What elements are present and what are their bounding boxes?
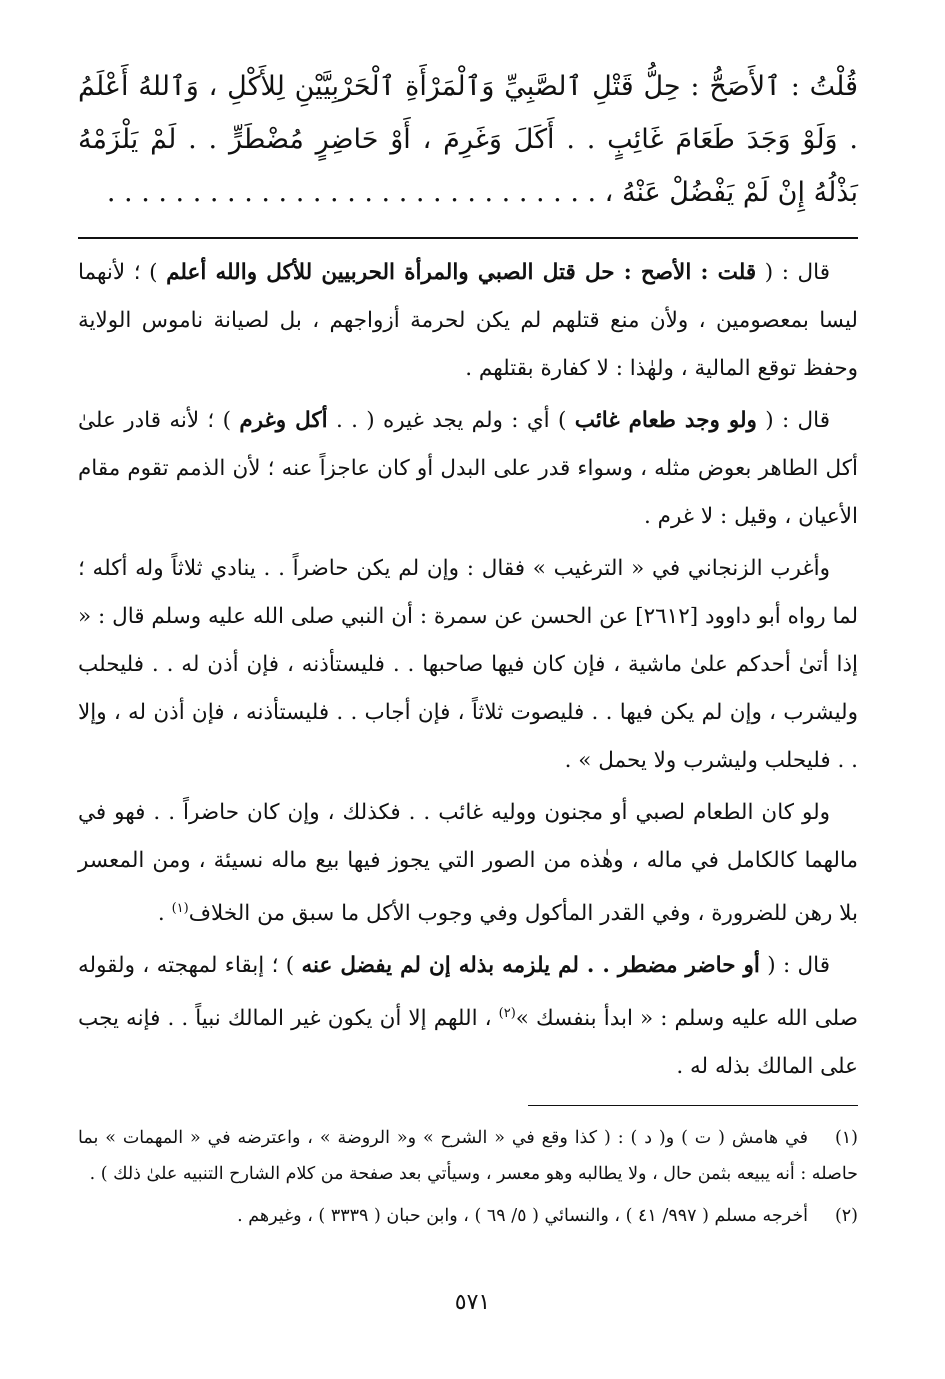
page-number: ٥٧١: [454, 1290, 491, 1315]
quoted-matn: ولو وجد طعام غائب: [574, 408, 757, 433]
footnote-separator-wrap: [78, 1105, 858, 1106]
text-span: ، اللهم إلا أن يكون غير المالك نبياً . . فإنه يجب على المالك بذله له .: [78, 1006, 858, 1080]
footnote-ref[interactable]: (١): [171, 901, 189, 916]
matn-text: قُلْتُ : ٱلأَصَحُّ : حِلُّ قَتْلِ ٱلصَّبِيِّ وَٱلْمَرْأَةِ ٱلْحَرْبِيَّيْنِ لِلأَكْلِ ، وَٱللهُ أَعْلَمُ . وَلَوْ وَجَدَ طَعَامَ غَائِبٍ . . أَكَلَ وَغَرِمَ ، أَوْ حَاضِرٍ مُضْطَرٍّ . . لَمْ يَلْزَمْهُ بَذْلُهُ إِنْ لَمْ يَفْضُلْ عَنْهُ ، . . . . . . . . . . . . . . . . . . . . . . . . . . . . .: [78, 71, 858, 208]
separator-line: [78, 237, 858, 239]
footnote-separator: [528, 1105, 858, 1106]
footnote-2: [78, 1198, 858, 1234]
text-span: قال : (: [756, 260, 830, 285]
quoted-matn: أو حاضر مضطر . . لم يلزمه بذله إن لم يفضل عنه: [301, 953, 760, 979]
footnote-number: (١): [834, 1128, 858, 1149]
page-body: [78, 60, 858, 1234]
commentary-paragraph-4: [78, 789, 858, 938]
text-span: .: [157, 901, 172, 927]
commentary-paragraph-2: [78, 397, 858, 541]
commentary: [78, 249, 858, 1091]
text-span: ) أي : ولم يجد غيره ( . .: [327, 408, 575, 433]
text-span: ) ؛ لأنه قادر علىٰ أكل الطاهر بعوض مثله ، وسواء قدر على البدل أو كان عاجزاً عنه ؛ لأن الذمم تقوم مقام الأعيان ، وقيل : لا غرم .: [78, 408, 858, 529]
text-span: قال : (: [756, 408, 830, 433]
footnote-text: في هامش ( ت ) و( د ) : ( كذا وقع في « الشرح » و« الروضة » ، واعترضه في « المهمات » بما حاصله : أنه يبيعه بثمن حال ، ولا يطالبه وهو معسر ، وسيأتي بعد صفحة من كلام الشارح التنبيه علىٰ ذلك ) .: [78, 1128, 858, 1185]
quoted-matn: قلت : الأصح : حل قتل الصبي والمرأة الحربيين للأكل والله أعلم: [166, 260, 757, 285]
footnote-ref[interactable]: (٢): [498, 1006, 516, 1022]
commentary-paragraph-3: وأغرب الزنجاني في « الترغيب » فقال : وإن لم يكن حاضراً . . ينادي ثلاثاً وله أكله ؛ لما رواه أبو داوود [٢٦١٢] عن الحسن عن سمرة : أن النبي صلى الله عليه وسلم قال : « إذا أتىٰ أحدكم علىٰ ماشية ، فإن كان فيها صاحبها . . فليستأذنه ، فإن أذن له . . فليحلب وليشرب ، وإن لم يكن فيها . . فليصوت ثلاثاً ، فإن أجاب . . فليستأذنه ، فإن أذن له ، وإلا . . فليحلب وليشرب ولا يحمل » .: [78, 556, 858, 773]
commentary-paragraph-5: [78, 942, 858, 1091]
footnotes: [78, 1120, 858, 1234]
footnote-text: أخرجه مسلم ( ٩٩٧/ ٤١ ) ، والنسائي ( ٥/ ٦٩ ) ، وابن حبان ( ٣٣٣٩ ) ، وغيرهم .: [237, 1206, 808, 1227]
text-span: قال : (: [759, 953, 830, 979]
quoted-matn: أكل وغرم: [239, 408, 328, 433]
text-span: ) ؛ إبقاء لمهجته ، ولقوله صلى الله عليه وسلم : « ابدأ بنفسك »: [78, 953, 858, 1032]
footnote-1: [78, 1120, 858, 1192]
text-span: ولو كان الطعام لصبي أو مجنون ووليه غائب . . فكذلك ، وإن كان حاضراً . . فهو في مالهما كالكامل في ماله ، وهٰذه من الصور التي يجوز فيها بيع ماله نسيئة ، ومن المعسر بلا رهن للضرورة ، وفي القدر المأكول وفي وجوب الأكل ما سبق من الخلاف: [78, 800, 858, 927]
text-span: ) ؛ لأنهما ليسا بمعصومين ، ولأن منع قتلهم لم يكن لحرمة أزواجهم ، بل لصيانة ناموس الولاية وحفظ توقع المالية ، ولهٰذا : لا كفارة بقتلهم .: [78, 260, 858, 381]
commentary-paragraph-1: [78, 249, 858, 393]
footnote-number: (٢): [834, 1206, 858, 1227]
